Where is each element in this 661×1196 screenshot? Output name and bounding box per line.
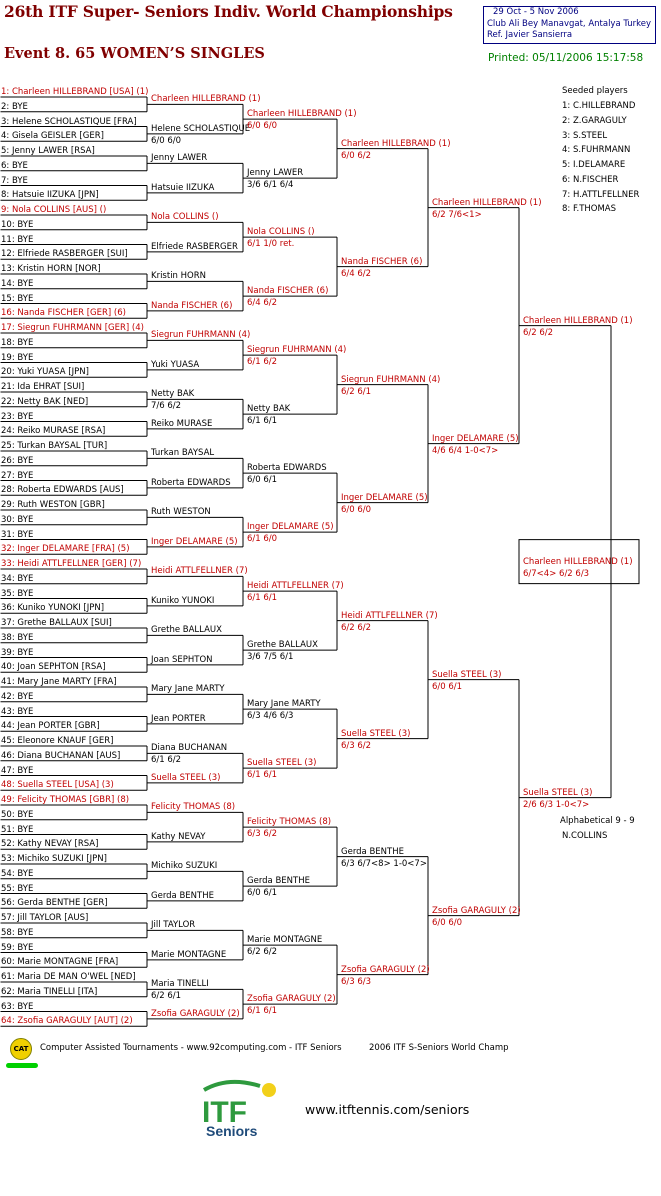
r1-entry: 17: Siegrun FUHRMANN [GER] (4) — [1, 323, 144, 333]
round5-name: Inger DELAMARE (5) — [432, 433, 519, 444]
round2-name: Helene SCHOLASTIQUE — [151, 123, 251, 134]
seed-entry: 6: N.FISCHER — [562, 174, 619, 185]
round4-name: Nanda FISCHER (6) — [341, 256, 423, 267]
round2-name: Joan SEPHTON — [151, 654, 213, 665]
round3-name: Gerda BENTHE — [247, 876, 310, 887]
round4-name: Zsofia GARAGULY (2) — [341, 964, 430, 975]
final-score: 6/7<4> 6/2 6/3 — [523, 568, 590, 579]
r1-entry: 9: Nola COLLINS [AUS] () — [1, 205, 107, 215]
round3-score: 6/1 6/1 — [247, 1006, 278, 1017]
round2-name: Ruth WESTON — [151, 507, 211, 518]
event-title: Event 8. 65 WOMEN’S SINGLES — [4, 45, 265, 62]
round2-name: Jean PORTER — [151, 713, 206, 724]
final-winner-name: Charleen HILLEBRAND (1) — [523, 556, 633, 567]
round4-score: 6/3 6/3 — [341, 976, 372, 987]
round3-score: 6/3 6/2 — [247, 829, 278, 840]
r1-entry: 10: BYE — [1, 219, 34, 230]
round2-name: Siegrun FUHRMANN (4) — [151, 330, 251, 341]
round5-score: 6/0 6/0 — [432, 917, 463, 928]
round3-name: Mary Jane MARTY — [247, 699, 321, 710]
r1-entry: 56: Gerda BENTHE [GER] — [1, 898, 108, 909]
seed-entry: 4: S.FUHRMANN — [562, 145, 631, 156]
r1-entry: 46: Diana BUCHANAN [AUS] — [1, 750, 121, 761]
round6-score: 6/2 6/2 — [523, 327, 554, 338]
round2-name: Maria TINELLI — [151, 979, 209, 990]
r1-entry: 21: Ida EHRAT [SUI] — [1, 382, 85, 392]
alphabetical-name: N.COLLINS — [562, 831, 608, 841]
r1-entry: 49: Felicity THOMAS [GBR] (8) — [1, 795, 130, 805]
r1-entry: 14: BYE — [1, 278, 34, 289]
round2-score: 7/6 6/2 — [151, 401, 182, 412]
round3-name: Heidi ATTLFELLNER (7) — [247, 581, 344, 592]
r1-entry: 64: Zsofia GARAGULY [AUT] (2) — [1, 1016, 133, 1027]
round4-score: 6/2 6/1 — [341, 386, 372, 397]
itf-seniors-logo — [198, 1078, 293, 1138]
round2-name: Nanda FISCHER (6) — [151, 300, 233, 311]
round5-name: Charleen HILLEBRAND (1) — [432, 197, 542, 208]
round3-score: 6/1 6/1 — [247, 770, 278, 781]
r1-entry: 63: BYE — [1, 1001, 34, 1012]
round3-name: Zsofia GARAGULY (2) — [247, 994, 336, 1005]
round3-score: 6/1 6/0 — [247, 534, 278, 545]
round2-name: Roberta EDWARDS — [151, 477, 231, 488]
r1-entry: 35: BYE — [1, 588, 34, 599]
page-title: 26th ITF Super- Seniors Indiv. World Championships — [4, 2, 453, 21]
round3-score: 6/2 6/2 — [247, 947, 278, 958]
seed-entry: 2: Z.GARAGULY — [562, 115, 627, 126]
r1-entry: 38: BYE — [1, 632, 34, 643]
r1-entry: 51: BYE — [1, 824, 34, 835]
r1-entry: 50: BYE — [1, 809, 34, 820]
round2-name: Elfriede RASBERGER — [151, 241, 238, 252]
round4-name: Siegrun FUHRMANN (4) — [341, 374, 441, 385]
round4-name: Suella STEEL (3) — [341, 728, 411, 739]
r1-entry: 60: Marie MONTAGNE [FRA] — [1, 957, 119, 968]
r1-entry: 1: Charleen HILLEBRAND [USA] (1) — [1, 87, 149, 97]
round3-score: 6/1 6/1 — [247, 593, 278, 604]
round2-name: Nola COLLINS () — [151, 212, 219, 223]
round5-score: 6/0 6/1 — [432, 681, 463, 692]
round3-name: Marie MONTAGNE — [247, 935, 323, 946]
r1-entry: 58: BYE — [1, 927, 34, 938]
round3-name: Siegrun FUHRMANN (4) — [247, 345, 347, 356]
round2-name: Felicity THOMAS (8) — [151, 802, 236, 813]
r1-entry: 41: Mary Jane MARTY [FRA] — [1, 677, 117, 687]
r1-entry: 45: Eleonore KNAUF [GER] — [1, 736, 114, 746]
round4-name: Heidi ATTLFELLNER (7) — [341, 610, 438, 621]
r1-entry: 42: BYE — [1, 691, 34, 702]
round2-name: Hatsuie IIZUKA — [151, 182, 215, 193]
round3-name: Inger DELAMARE (5) — [247, 522, 334, 533]
r1-entry: 13: Kristin HORN [NOR] — [1, 264, 101, 274]
round3-score: 6/0 6/1 — [247, 888, 278, 899]
round3-name: Grethe BALLAUX — [247, 640, 318, 651]
r1-entry: 47: BYE — [1, 765, 34, 776]
logo-itf-text: ITF — [202, 1096, 247, 1129]
round4-score: 6/3 6/2 — [341, 740, 372, 751]
round3-score: 6/1 6/1 — [247, 416, 278, 427]
footer-credit: Computer Assisted Tournaments - www.92computing.com - ITF Seniors — [40, 1043, 342, 1053]
r1-entry: 55: BYE — [1, 883, 34, 894]
printed-timestamp: Printed: 05/11/2006 15:17:58 — [488, 52, 644, 64]
seeded-heading: Seeded players — [562, 86, 628, 96]
round6-name: Charleen HILLEBRAND (1) — [523, 315, 633, 326]
info-dates: 29 Oct - 5 Nov 2006 — [493, 7, 579, 17]
round2-name: Netty BAK — [151, 389, 195, 400]
r1-entry: 12: Elfriede RASBERGER [SUI] — [1, 249, 128, 260]
r1-entry: 20: Yuki YUASA [JPN] — [1, 367, 89, 378]
round2-name: Grethe BALLAUX — [151, 625, 222, 636]
r1-entry: 57: Jill TAYLOR [AUS] — [1, 913, 89, 923]
r1-entry: 52: Kathy NEVAY [RSA] — [1, 839, 99, 850]
r1-entry: 22: Netty BAK [NED] — [1, 396, 89, 407]
logo-seniors-text: Seniors — [206, 1123, 258, 1138]
r1-entry: 18: BYE — [1, 337, 34, 348]
round2-name: Charleen HILLEBRAND (1) — [151, 94, 261, 105]
round2-name: Kathy NEVAY — [151, 831, 206, 842]
round3-name: Nanda FISCHER (6) — [247, 286, 329, 297]
round4-score: 6/2 6/2 — [341, 622, 372, 633]
round2-name: Jenny LAWER — [151, 153, 208, 164]
r1-entry: 7: BYE — [1, 175, 28, 186]
cat-logo-icon: CAT — [10, 1038, 32, 1060]
r1-entry: 24: Reiko MURASE [RSA] — [1, 426, 106, 437]
r1-entry: 3: Helene SCHOLASTIQUE [FRA] — [1, 116, 137, 127]
seed-entry: 1: C.HILLEBRAND — [562, 101, 636, 111]
itf-website-url: www.itftennis.com/seniors — [305, 1102, 470, 1117]
r1-entry: 59: BYE — [1, 942, 34, 953]
round3-score: 6/0 6/0 — [247, 121, 278, 132]
r1-entry: 44: Jean PORTER [GBR] — [1, 721, 100, 732]
r1-entry: 23: BYE — [1, 411, 34, 422]
r1-entry: 37: Grethe BALLAUX [SUI] — [1, 618, 112, 628]
round3-name: Netty BAK — [247, 404, 291, 415]
round2-score: 6/2 6/1 — [151, 991, 182, 1002]
round2-name: Mary Jane MARTY — [151, 684, 225, 695]
round6-score: 2/6 6/3 1-0<7> — [523, 799, 590, 810]
r1-entry: 4: Gisela GEISLER [GER] — [1, 131, 104, 142]
r1-entry: 25: Turkan BAYSAL [TUR] — [1, 441, 108, 451]
r1-entry: 6: BYE — [1, 160, 28, 171]
r1-entry: 48: Suella STEEL [USA] (3) — [1, 780, 114, 791]
alphabetical-label: Alphabetical 9 - 9 — [560, 816, 635, 826]
round2-name: Yuki YUASA — [151, 359, 200, 370]
r1-entry: 34: BYE — [1, 573, 34, 584]
r1-entry: 39: BYE — [1, 647, 34, 658]
seed-entry: 5: I.DELAMARE — [562, 160, 626, 170]
r1-entry: 31: BYE — [1, 529, 34, 540]
round6-name: Suella STEEL (3) — [523, 787, 593, 798]
round4-score: 6/3 6/7<8> 1-0<7> — [341, 858, 427, 869]
info-venue: Club Ali Bey Manavgat, Antalya Turkey — [487, 18, 652, 29]
round3-name: Roberta EDWARDS — [247, 463, 327, 474]
r1-entry: 36: Kuniko YUNOKI [JPN] — [1, 603, 105, 614]
round3-score: 6/1 1/0 ret. — [247, 239, 295, 250]
round4-score: 6/0 6/2 — [341, 150, 372, 161]
round3-name: Charleen HILLEBRAND (1) — [247, 109, 357, 120]
round2-score: 6/1 6/2 — [151, 755, 182, 766]
r1-entry: 16: Nanda FISCHER [GER] (6) — [1, 308, 126, 319]
round4-name: Inger DELAMARE (5) — [341, 492, 428, 503]
r1-entry: 33: Heidi ATTLFELLNER [GER] (7) — [1, 559, 142, 569]
seed-entry: 7: H.ATTLFELLNER — [562, 189, 640, 200]
round5-score: 4/6 6/4 1-0<7> — [432, 445, 499, 456]
r1-entry: 61: Maria DE MAN O'WEL [NED] — [1, 972, 136, 982]
round3-score: 3/6 7/5 6/1 — [247, 652, 294, 663]
round2-name: Turkan BAYSAL — [151, 448, 215, 459]
info-referee: Ref. Javier Sansierra — [487, 30, 573, 40]
round3-name: Felicity THOMAS (8) — [247, 817, 332, 828]
round2-name: Michiko SUZUKI — [151, 861, 218, 872]
round2-name: Gerda BENTHE — [151, 890, 214, 901]
round3-score: 3/6 6/1 6/4 — [247, 180, 294, 191]
r1-entry: 30: BYE — [1, 514, 34, 525]
round2-name: Heidi ATTLFELLNER (7) — [151, 566, 248, 577]
round3-score: 6/1 6/2 — [247, 357, 278, 368]
round3-name: Nola COLLINS () — [247, 227, 315, 238]
round2-name: Kuniko YUNOKI — [151, 595, 215, 606]
round2-score: 6/0 6/0 — [151, 135, 182, 146]
round2-name: Suella STEEL (3) — [151, 772, 221, 783]
footer-event: 2006 ITF S-Seniors World Champ — [369, 1043, 509, 1053]
r1-entry: 32: Inger DELAMARE [FRA] (5) — [1, 544, 130, 555]
r1-entry: 29: Ruth WESTON [GBR] — [1, 500, 105, 510]
r1-entry: 62: Maria TINELLI [ITA] — [1, 986, 98, 997]
round5-score: 6/2 7/6<1> — [432, 209, 482, 220]
r1-entry: 27: BYE — [1, 470, 34, 481]
round3-name: Jenny LAWER — [247, 168, 304, 179]
r1-entry: 26: BYE — [1, 455, 34, 466]
round2-name: Jill TAYLOR — [151, 920, 196, 931]
r1-entry: 5: Jenny LAWER [RSA] — [1, 146, 95, 156]
r1-entry: 40: Joan SEPHTON [RSA] — [1, 662, 106, 673]
cat-logo-swoosh — [6, 1063, 38, 1068]
r1-entry: 53: Michiko SUZUKI [JPN] — [1, 854, 107, 864]
round3-score: 6/3 4/6 6/3 — [247, 711, 294, 722]
round2-name: Kristin HORN — [151, 271, 206, 282]
round4-name: Charleen HILLEBRAND (1) — [341, 138, 451, 149]
round4-score: 6/4 6/2 — [341, 268, 372, 279]
r1-entry: 54: BYE — [1, 868, 34, 879]
r1-entry: 19: BYE — [1, 352, 34, 363]
round2-name: Reiko MURASE — [151, 418, 213, 429]
round3-name: Suella STEEL (3) — [247, 758, 317, 769]
round4-name: Gerda BENTHE — [341, 846, 404, 857]
round5-name: Zsofia GARAGULY (2) — [432, 905, 521, 916]
seed-entry: 3: S.STEEL — [562, 130, 608, 141]
round4-score: 6/0 6/0 — [341, 504, 372, 515]
round2-name: Inger DELAMARE (5) — [151, 536, 238, 547]
r1-entry: 8: Hatsuie IIZUKA [JPN] — [1, 190, 99, 201]
r1-entry: 15: BYE — [1, 293, 34, 304]
round2-name: Zsofia GARAGULY (2) — [151, 1008, 240, 1019]
round3-score: 6/0 6/1 — [247, 475, 278, 486]
round5-name: Suella STEEL (3) — [432, 669, 502, 680]
r1-entry: 2: BYE — [1, 101, 28, 112]
r1-entry: 28: Roberta EDWARDS [AUS] — [1, 485, 124, 496]
seed-entry: 8: F.THOMAS — [562, 204, 617, 215]
round2-name: Diana BUCHANAN — [151, 743, 228, 754]
r1-entry: 11: BYE — [1, 234, 34, 245]
round2-name: Marie MONTAGNE — [151, 949, 227, 960]
round3-score: 6/4 6/2 — [247, 298, 278, 309]
r1-entry: 43: BYE — [1, 706, 34, 717]
